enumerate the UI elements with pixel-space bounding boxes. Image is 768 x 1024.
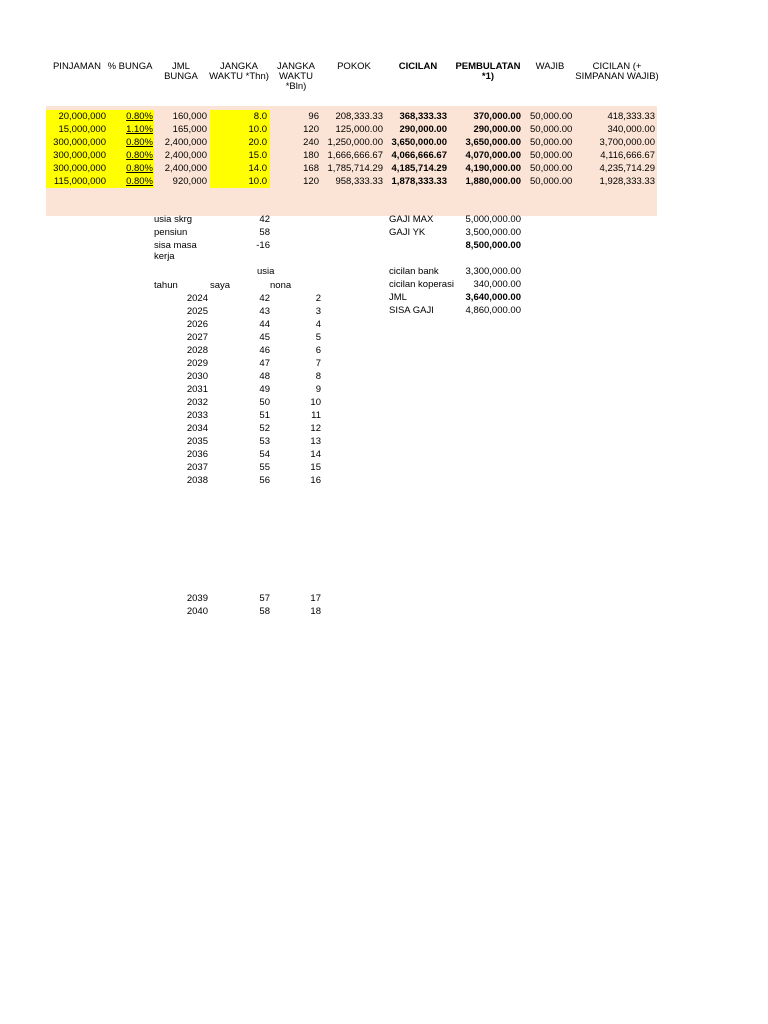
loan-row: [0, 149, 768, 162]
year-cell-nona: 10: [310, 397, 321, 408]
salary-label: GAJI MAX: [389, 214, 434, 225]
year-cell-tahun: 2040: [186, 606, 208, 617]
loan-cell-bln: 180: [303, 150, 319, 161]
header-bunga: % BUNGA: [107, 61, 153, 72]
loan-cell-total: 3,700,000.00: [599, 137, 655, 148]
tahun-header: tahun: [154, 280, 178, 291]
sisa-value: -16: [256, 240, 270, 251]
usia-skrg-label: usia skrg: [154, 214, 193, 225]
year-cell-saya: 48: [259, 371, 270, 382]
year-cell-tahun: 2024: [186, 293, 208, 304]
loan-cell-jml_bunga: 2,400,000: [164, 150, 207, 161]
year-cell-saya: 49: [259, 384, 270, 395]
year-cell-saya: 54: [259, 449, 270, 460]
header-pinjaman: PINJAMAN: [52, 61, 102, 72]
header-jangka-thn-line2: WAKTU *Thn): [209, 71, 269, 82]
loan-cell-total: 340,000.00: [607, 124, 655, 135]
salary-value: 8,500,000.00: [465, 240, 521, 251]
year-cell-tahun: 2033: [186, 410, 208, 421]
sisa-label-2: kerja: [154, 251, 175, 262]
loan-row: [0, 136, 768, 149]
year-cell-nona: 18: [310, 606, 321, 617]
year-cell-tahun: 2031: [186, 384, 208, 395]
header-jangka-bln: [272, 62, 320, 92]
header-pembulatan-line1: PEMBULATAN: [455, 61, 521, 72]
header-cicilan: CICILAN: [398, 61, 438, 72]
year-cell-saya: 52: [259, 423, 270, 434]
nona-header: nona: [270, 280, 292, 291]
loan-cell-bunga: 0.80%: [126, 150, 153, 161]
pensiun-label: pensiun: [154, 227, 188, 238]
loan-cell-pinjaman: 15,000,000: [58, 124, 106, 135]
loan-cell-pinjaman: 300,000,000: [53, 163, 106, 174]
year-cell-saya: 44: [259, 319, 270, 330]
loan-cell-wajib: 50,000.00: [530, 111, 573, 122]
year-cell-tahun: 2034: [186, 423, 208, 434]
year-cell-saya: 43: [259, 306, 270, 317]
loan-cell-thn: 15.0: [248, 150, 267, 161]
loan-cell-jml_bunga: 2,400,000: [164, 137, 207, 148]
loan-cell-cicilan: 368,333.33: [399, 111, 447, 122]
loan-cell-wajib: 50,000.00: [530, 176, 573, 187]
year-cell-tahun: 2030: [186, 371, 208, 382]
loan-cell-cicilan: 4,066,666.67: [391, 150, 447, 161]
year-cell-tahun: 2037: [186, 462, 208, 473]
loan-cell-pinjaman: 300,000,000: [53, 150, 106, 161]
usia-header: usia: [257, 266, 275, 277]
loan-cell-pembulatan: 4,070,000.00: [465, 150, 521, 161]
loan-cell-cicilan: 1,878,333.33: [391, 176, 447, 187]
loan-cell-pinjaman: 300,000,000: [53, 137, 106, 148]
loan-cell-total: 4,235,714.29: [599, 163, 655, 174]
header-wajib: WAJIB: [535, 61, 565, 72]
year-cell-tahun: 2032: [186, 397, 208, 408]
loan-cell-bunga: 0.80%: [126, 163, 153, 174]
loan-cell-total: 4,116,666.67: [600, 150, 655, 161]
header-cicilan-plus-line1: CICILAN (+: [592, 61, 642, 72]
header-pembulatan: [452, 62, 524, 82]
year-cell-nona: 11: [311, 410, 321, 421]
year-cell-tahun: 2025: [186, 306, 208, 317]
loan-cell-jml_bunga: 160,000: [172, 111, 207, 122]
loan-cell-pokok: 208,333.33: [335, 111, 383, 122]
loan-cell-pokok: 1,666,666.67: [327, 150, 383, 161]
year-cell-nona: 4: [315, 319, 321, 330]
loan-cell-total: 418,333.33: [607, 111, 655, 122]
loan-cell-bln: 96: [308, 111, 319, 122]
salary-value: 3,300,000.00: [465, 266, 521, 277]
year-cell-saya: 51: [259, 410, 270, 421]
year-cell-saya: 46: [259, 345, 270, 356]
saya-header: saya: [210, 280, 231, 291]
loan-cell-total: 1,928,333.33: [599, 176, 655, 187]
loan-cell-thn: 10.0: [248, 176, 267, 187]
loan-cell-wajib: 50,000.00: [530, 163, 573, 174]
loan-cell-pokok: 1,250,000.00: [327, 137, 383, 148]
loan-cell-bunga: 0.80%: [126, 137, 153, 148]
year-cell-tahun: 2035: [186, 436, 208, 447]
loan-cell-wajib: 50,000.00: [530, 150, 573, 161]
year-cell-nona: 8: [315, 371, 321, 382]
loan-row: [0, 110, 768, 123]
year-cell-saya: 58: [259, 606, 270, 617]
salary-value: 4,860,000.00: [465, 305, 521, 316]
loan-row: [0, 123, 768, 136]
header-jangka-thn: [206, 62, 272, 82]
year-cell-nona: 17: [310, 593, 321, 604]
loan-cell-wajib: 50,000.00: [530, 124, 573, 135]
salary-label: cicilan bank: [389, 266, 439, 277]
salary-value: 5,000,000.00: [465, 214, 521, 225]
year-cell-nona: 16: [310, 475, 321, 486]
usia-skrg-value: 42: [259, 214, 270, 225]
year-cell-nona: 15: [310, 462, 321, 473]
loan-cell-jml_bunga: 920,000: [172, 176, 207, 187]
year-cell-nona: 2: [315, 293, 321, 304]
loan-cell-pokok: 1,785,714.29: [327, 163, 383, 174]
header-jangka-bln-line1: JANGKA: [276, 61, 315, 72]
year-cell-nona: 12: [310, 423, 321, 434]
header-cicilan-plus: [574, 62, 660, 82]
loan-cell-cicilan: 4,185,714.29: [391, 163, 447, 174]
loan-cell-thn: 20.0: [248, 137, 267, 148]
loan-cell-thn: 8.0: [253, 111, 267, 122]
year-cell-saya: 45: [259, 332, 270, 343]
year-cell-saya: 55: [259, 462, 270, 473]
loan-cell-bln: 168: [303, 163, 319, 174]
loan-row: [0, 175, 768, 188]
header-cicilan-plus-line2: SIMPANAN WAJIB): [575, 71, 659, 82]
pensiun-value: 58: [259, 227, 270, 238]
loan-cell-cicilan: 3,650,000.00: [391, 137, 447, 148]
loan-cell-cicilan: 290,000.00: [399, 124, 447, 135]
loan-cell-pinjaman: 20,000,000: [58, 111, 106, 122]
year-cell-saya: 42: [259, 293, 270, 304]
year-cell-nona: 14: [310, 449, 321, 460]
year-cell-saya: 57: [259, 593, 270, 604]
header-jml-bunga: JML BUNGA: [164, 61, 198, 82]
loan-cell-pembulatan: 3,650,000.00: [465, 137, 521, 148]
loan-cell-jml_bunga: 165,000: [172, 124, 207, 135]
loan-cell-pinjaman: 115,000,000: [53, 176, 106, 187]
loan-cell-pembulatan: 1,880,000.00: [465, 176, 521, 187]
salary-label: cicilan koperasi: [389, 279, 454, 290]
year-cell-saya: 47: [259, 358, 270, 369]
loan-cell-pembulatan: 290,000.00: [473, 124, 521, 135]
year-cell-tahun: 2028: [186, 345, 208, 356]
loan-cell-wajib: 50,000.00: [530, 137, 573, 148]
header-pokok: POKOK: [337, 61, 371, 72]
salary-label: JML: [389, 292, 407, 303]
loan-cell-pokok: 958,333.33: [335, 176, 383, 187]
year-cell-tahun: 2027: [186, 332, 208, 343]
loan-cell-bln: 120: [303, 176, 319, 187]
header-jangka-bln-line3: *Bln): [285, 81, 307, 92]
loan-cell-bln: 240: [303, 137, 319, 148]
year-cell-nona: 9: [315, 384, 321, 395]
loan-cell-bunga: 1.10%: [126, 124, 153, 135]
loan-cell-pembulatan: 370,000.00: [473, 111, 521, 122]
loan-cell-pembulatan: 4,190,000.00: [465, 163, 521, 174]
header-jangka-thn-line1: JANGKA: [219, 61, 258, 72]
year-cell-saya: 53: [259, 436, 270, 447]
year-cell-tahun: 2036: [186, 449, 208, 460]
loan-cell-bln: 120: [303, 124, 319, 135]
salary-value: 3,500,000.00: [465, 227, 521, 238]
loan-cell-thn: 10.0: [248, 124, 267, 135]
year-cell-nona: 6: [315, 345, 321, 356]
year-cell-saya: 56: [259, 475, 270, 486]
header-pembulatan-line2: *1): [481, 71, 495, 82]
loan-row: [0, 162, 768, 175]
year-cell-nona: 7: [315, 358, 321, 369]
loan-cell-bunga: 0.80%: [126, 111, 153, 122]
year-cell-tahun: 2026: [186, 319, 208, 330]
year-cell-nona: 3: [315, 306, 321, 317]
year-cell-tahun: 2038: [186, 475, 208, 486]
salary-label: SISA GAJI: [389, 305, 434, 316]
salary-label: GAJI YK: [389, 227, 426, 238]
year-cell-nona: 13: [310, 436, 321, 447]
year-cell-nona: 5: [315, 332, 321, 343]
loan-cell-bunga: 0.80%: [126, 176, 153, 187]
loan-cell-thn: 14.0: [248, 163, 267, 174]
salary-value: 340,000.00: [473, 279, 521, 290]
year-cell-tahun: 2029: [186, 358, 208, 369]
loan-cell-jml_bunga: 2,400,000: [164, 163, 207, 174]
salary-value: 3,640,000.00: [465, 292, 521, 303]
loan-cell-pokok: 125,000.00: [335, 124, 383, 135]
sisa-label-1: sisa masa: [154, 240, 197, 251]
header-jangka-bln-line2: WAKTU: [279, 71, 313, 82]
year-cell-saya: 50: [259, 397, 270, 408]
year-cell-tahun: 2039: [186, 593, 208, 604]
